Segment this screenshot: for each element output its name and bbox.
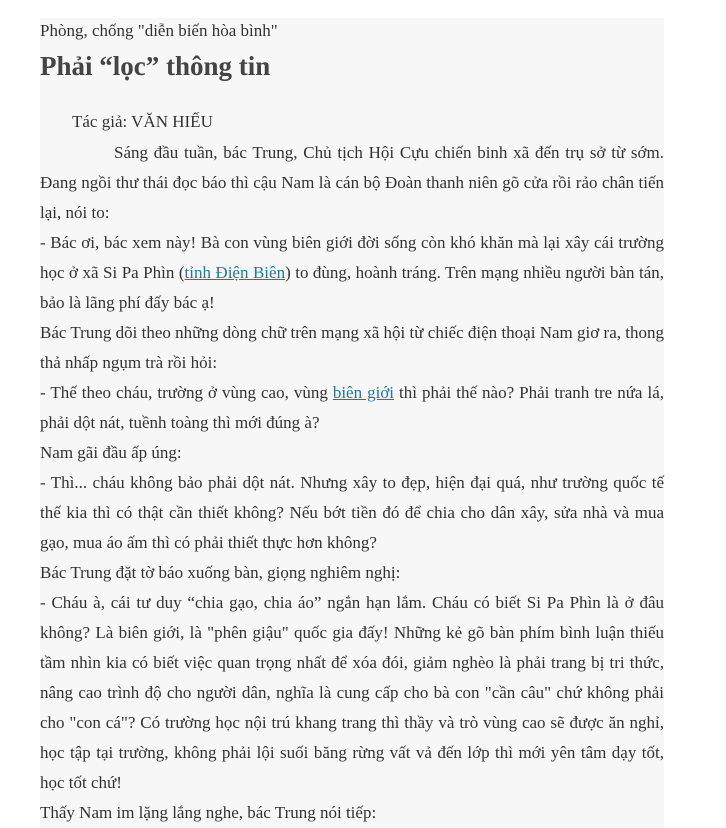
link-dien-bien[interactable]: tỉnh Điện Biên: [184, 263, 286, 282]
article-title: Phải “lọc” thông tin: [40, 51, 271, 81]
paragraph-5: Nam gãi đầu ấp úng:: [40, 443, 182, 462]
article-page: [40, 18, 664, 828]
paragraph-2: - Bác ơi, bác xem này! Bà con vùng biên giới đời sống còn khó khăn mà lại xây cái trường học ở xã Si Pa Phìn (tỉnh Điện Biên) to đùng, hoành tráng. Trên mạng nhiều người bàn tán, bảo là lãng phí đấy bác ạ!: [40, 233, 664, 312]
paragraph-8: - Cháu à, cái tư duy “chia gạo, chia áo” ngắn hạn lắm. Cháu có biết Si Pa Phìn là ở đâu không? Là biên giới, là "phên giậu" quốc gia đấy! Những kẻ gõ bàn phím bình luận thiếu tầm nhìn kia có biết việc quan trọng nhất để xóa đói, giảm nghèo là phải trang bị tri thức, nâng cao trình độ cho người dân, nghĩa là cung cấp cho bà con "cần câu" chứ không phải cho "con cá"? Có trường học nội trú khang trang thì thầy và trò vùng cao sẽ được ăn nghỉ, học tập tại trường, không phải lội suối băng rừng vất vả đến lớp thì mới yên tâm dạy tốt, học tốt chứ!: [40, 593, 664, 792]
author-line: Tác giả: VĂN HIẾU: [72, 112, 213, 131]
paragraph-1: Sáng đầu tuần, bác Trung, Chủ tịch Hội Cựu chiến binh xã đến trụ sở từ sớm. Đang ngồi thư thái đọc báo thì cậu Nam là cán bộ Đoàn thanh niên gõ cửa rồi rảo chân tiến lại, nói to:: [40, 143, 664, 222]
paragraph-7: Bác Trung đặt tờ báo xuống bàn, giọng nghiêm nghị:: [40, 563, 401, 582]
article-body: [40, 138, 664, 828]
paragraph-9: Thấy Nam im lặng lắng nghe, bác Trung nói tiếp:: [40, 803, 377, 822]
category-label: Phòng, chống "diễn biến hòa bình": [40, 21, 278, 40]
paragraph-6: - Thì... cháu không bảo phải dột nát. Nhưng xây to đẹp, hiện đại quá, như trường quốc tế thế kia thì có thật cần thiết không? Nếu bớt tiền đó để chia cho dân xây, sửa nhà và mua gạo, mua áo ấm thì có phải thiết thực hơn không?: [40, 473, 664, 552]
paragraph-4: - Thế theo cháu, trường ở vùng cao, vùng biên giới thì phải thế nào? Phải tranh tre nứa lá, phải dột nát, tuềnh toàng thì mới đúng à?: [40, 383, 664, 432]
paragraph-3: Bác Trung dõi theo những dòng chữ trên mạng xã hội từ chiếc điện thoại Nam giơ ra, thong thả nhấp ngụm trà rồi hỏi:: [40, 323, 664, 372]
link-bien-gioi[interactable]: biên giới: [332, 383, 395, 402]
